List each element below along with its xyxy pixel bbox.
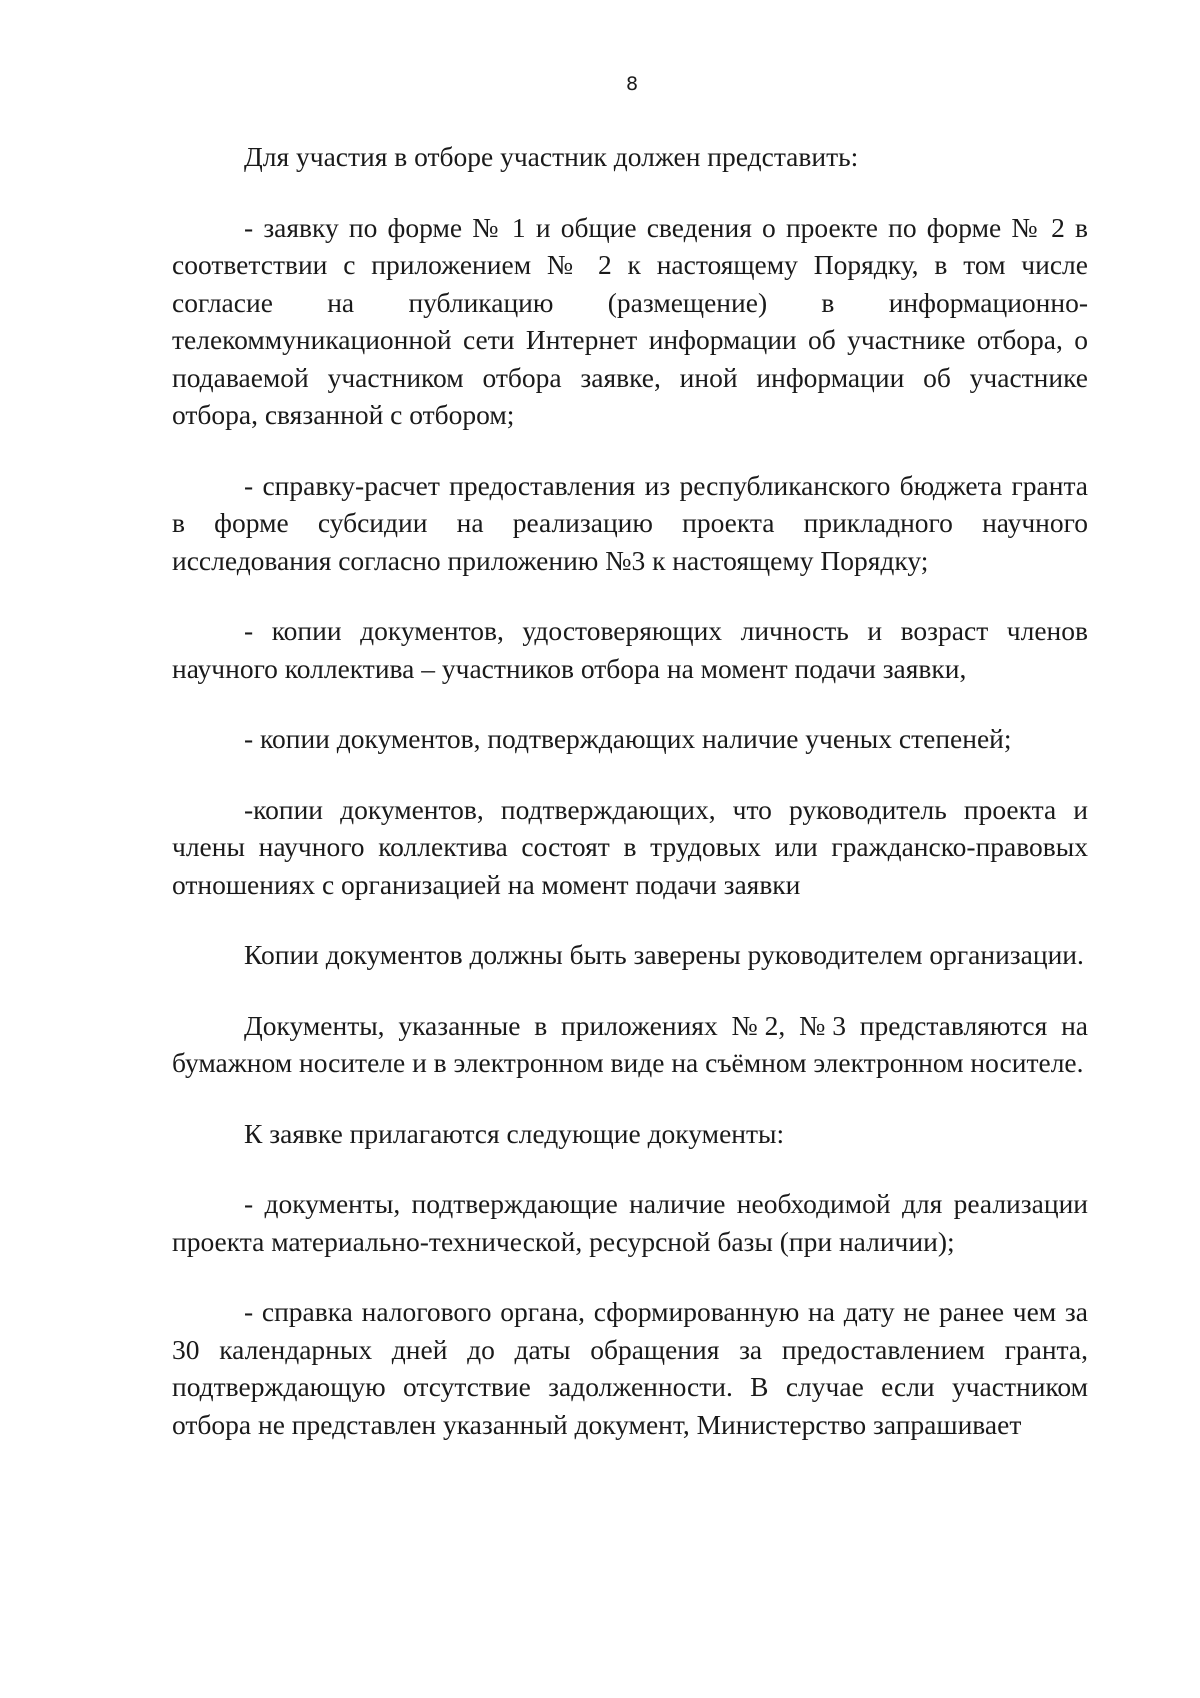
paragraph-application-form: - заявку по форме № 1 и общие сведения о проекте по форме № 2 в соответствии с приложением № 2 к настоящему Порядку, в том числе согласие на публикацию (размещение) в информационно-телекоммуникационной сети Интернет информации об участнике отбора, о подаваемой участником отбора заявке, иной информации об участнике отбора, связанной с отбором; (172, 211, 1088, 430)
paragraph-employment-copies: -копии документов, подтверждающих, что руководитель проекта и члены научного коллектива состоят в трудовых или гражданско-правовых отношениях с организацией на момент подачи заявки (172, 793, 1088, 900)
paragraph-identity-copies: - копии документов, удостоверяющих личность и возраст членов научного коллектива – участников отбора на момент подачи заявки, (172, 615, 1088, 684)
paragraph-media-format: Документы, указанные в приложениях №2, №3 представляются на бумажном носителе и в электронном виде на съёмном электронном носителе. (172, 1009, 1088, 1078)
paragraph-intro: Для участия в отборе участник должен представить: (244, 141, 859, 172)
paragraph-degree-copies: - копии документов, подтверждающих наличие ученых степеней; (244, 723, 1012, 754)
paragraph-material-base: - документы, подтверждающие наличие необходимой для реализации проекта материально-технической, ресурсной базы (при наличии); (172, 1188, 1088, 1257)
paragraph-budget-calculation: - справку-расчет предоставления из республиканского бюджета гранта в форме субсидии на реализацию проекта прикладного научного исследования согласно приложению №3 к настоящему Порядку; (172, 469, 1088, 576)
document-body (172, 138, 1088, 1443)
paragraph-attachments-intro: К заявке прилагаются следующие документы: (244, 1117, 785, 1149)
paragraph-certification: Копии документов должны быть заверены руководителем организации. (244, 939, 1084, 970)
paragraph-tax-certificate: - справка налогового органа, сформированную на дату не ранее чем за 30 календарных дней до даты обращения за предоставлением гранта, подтверждающую отсутствие задолженности. В случае если участником отбора не представлен указанный документ, Министерство запрашивает (172, 1296, 1088, 1440)
page-number: 8 (625, 73, 639, 95)
